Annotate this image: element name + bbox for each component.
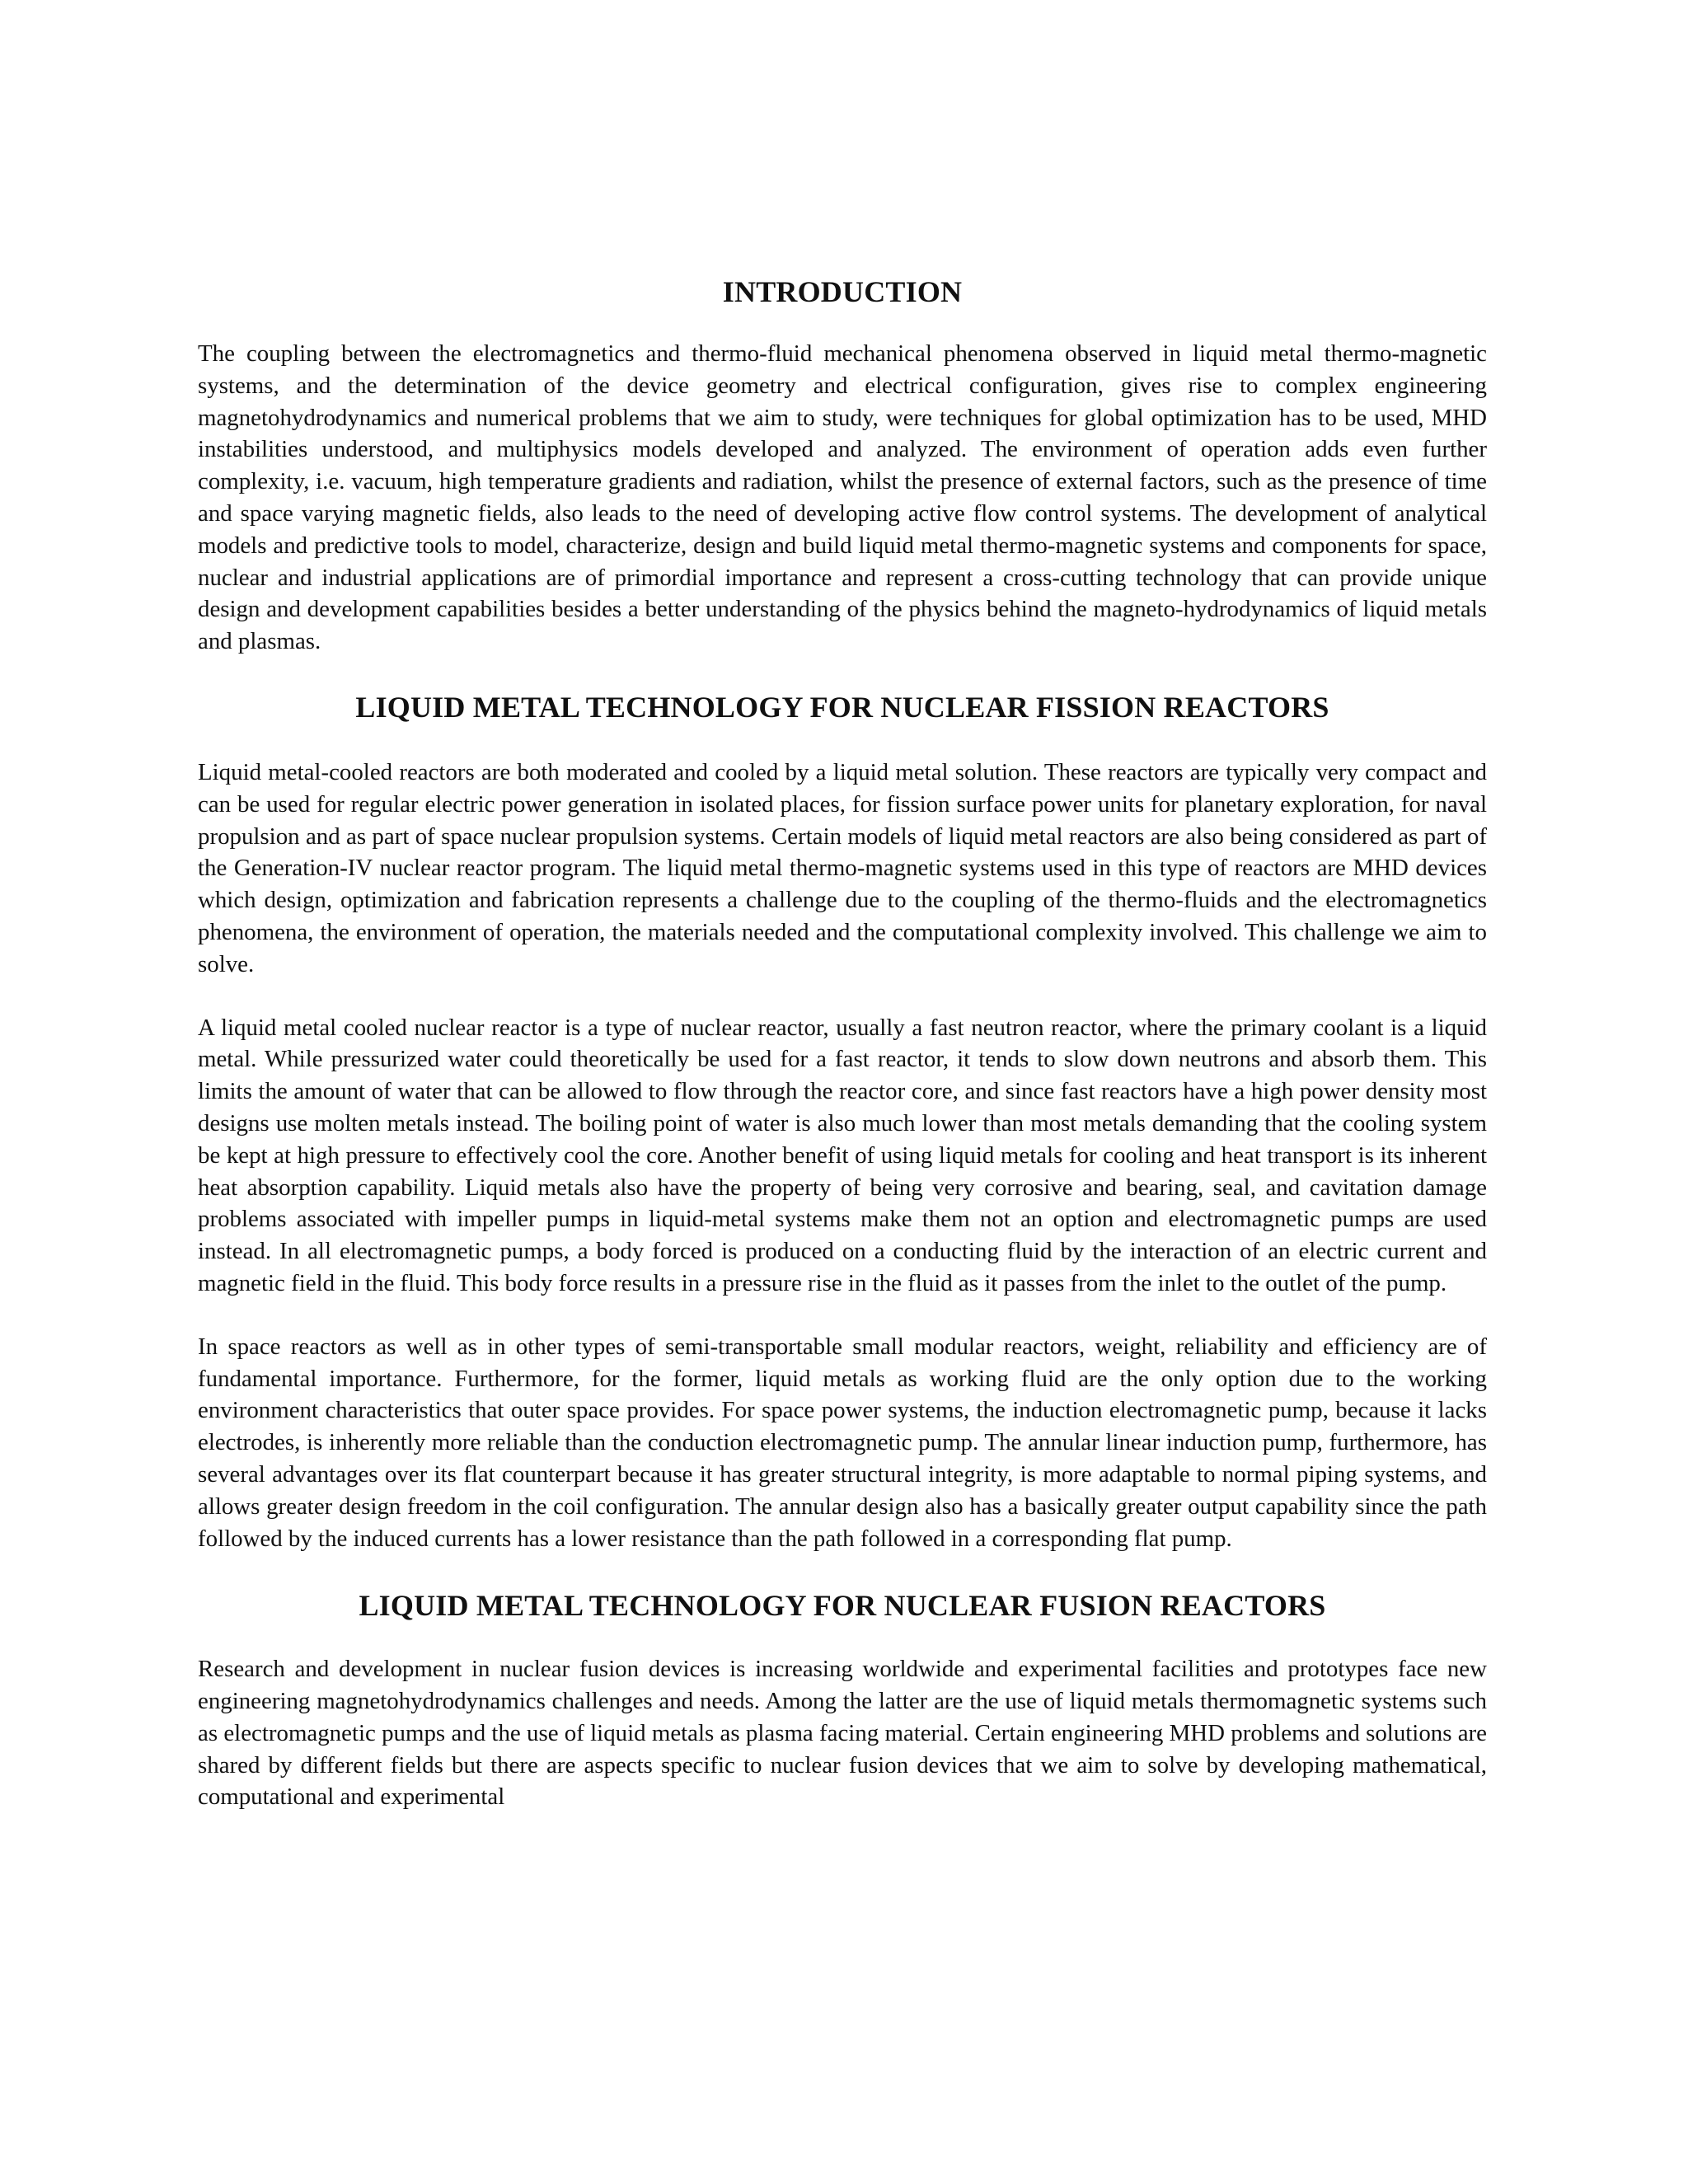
heading-fusion-reactors: LIQUID METAL TECHNOLOGY FOR NUCLEAR FUSION REACTORS <box>359 1589 1326 1623</box>
heading-fission-reactors: LIQUID METAL TECHNOLOGY FOR NUCLEAR FISSION REACTORS <box>355 690 1329 724</box>
document-body <box>198 272 1487 1813</box>
fusion-paragraph-1: Research and development in nuclear fusion devices is increasing worldwide and experimental facilities and prototypes face new engineering magnetohydrodynamics challenges and needs. Among the latter are the use of liquid metals thermomagnetic systems such as electromagnetic pumps and the use of liquid metals as plasma facing material. Certain engineering MHD problems and solutions are shared by different fields but there are aspects specific to nuclear fusion devices that we aim to solve by developing mathematical, computational and experimental <box>198 1656 1487 1811</box>
fission-paragraph-3: In space reactors as well as in other types of semi-transportable small modular reactors, weight, reliability and efficiency are of fundamental importance. Furthermore, for the former, liquid metals as working fluid are the only option due to the working environment characteristics that outer space provides. For space power systems, the induction electromagnetic pump, because it lacks electrodes, is inherently more reliable than the conduction electromagnetic pump. The annular linear induction pump, furthermore, has several advantages over its flat counterpart because it has greater structural integrity, is more adaptable to normal piping systems, and allows greater design freedom in the coil configuration. The annular design also has a basically greater output capability since the path followed by the induced currents has a lower resistance than the path followed in a corresponding flat pump. <box>198 1333 1487 1552</box>
fission-paragraph-1: Liquid metal-cooled reactors are both moderated and cooled by a liquid metal solution. These reactors are typically very compact and can be used for regular electric power generation in isolated places, for fission surface power units for planetary exploration, for naval propulsion and as part of space nuclear propulsion systems. Certain models of liquid metal reactors are also being considered as part of the Generation-IV nuclear reactor program. The liquid metal thermo-magnetic systems used in this type of reactors are MHD devices which design, optimization and fabrication represents a challenge due to the coupling of the thermo-fluids and the electromagnetics phenomena, the environment of operation, the materials needed and the computational complexity involved. This challenge we aim to solve. <box>198 758 1487 977</box>
heading-introduction: INTRODUCTION <box>722 275 963 308</box>
fission-paragraph-2: A liquid metal cooled nuclear reactor is a type of nuclear reactor, usually a fast neutron reactor, where the primary coolant is a liquid metal. While pressurized water could theoretically be used for a fast reactor, it tends to slow down neutrons and absorb them. This limits the amount of water that can be allowed to flow through the reactor core, and since fast reactors have a high power density most designs use molten metals instead. The boiling point of water is also much lower than most metals demanding that the cooling system be kept at high pressure to effectively cool the core. Another benefit of using liquid metals for cooling and heat transport is its inherent heat absorption capability. Liquid metals also have the property of being very corrosive and bearing, seal, and cavitation damage problems associated with impeller pumps in liquid-metal systems make them not an option and electromagnetic pumps are used instead. In all electromagnetic pumps, a body forced is produced on a conducting fluid by the interaction of an electric current and magnetic field in the fluid. This body force results in a pressure rise in the fluid as it passes from the inlet to the outlet of the pump. <box>198 1014 1487 1296</box>
introduction-paragraph: The coupling between the electromagnetics and thermo-fluid mechanical phenomena observed in liquid metal thermo-magnetic systems, and the determination of the device geometry and electrical configuration, gives rise to complex engineering magnetohydrodynamics and numerical problems that we aim to study, were techniques for global optimization has to be used, MHD instabilities understood, and multiphysics models developed and analyzed. The environment of operation adds even further complexity, i.e. vacuum, high temperature gradients and radiation, whilst the presence of external factors, such as the presence of time and space varying magnetic fields, also leads to the need of developing active flow control systems. The development of analytical models and predictive tools to model, characterize, design and build liquid metal thermo-magnetic systems and components for space, nuclear and industrial applications are of primordial importance and represent a cross-cutting technology that can provide unique design and development capabilities besides a better understanding of the physics behind the magneto-hydrodynamics of liquid metals and plasmas. <box>198 340 1487 655</box>
